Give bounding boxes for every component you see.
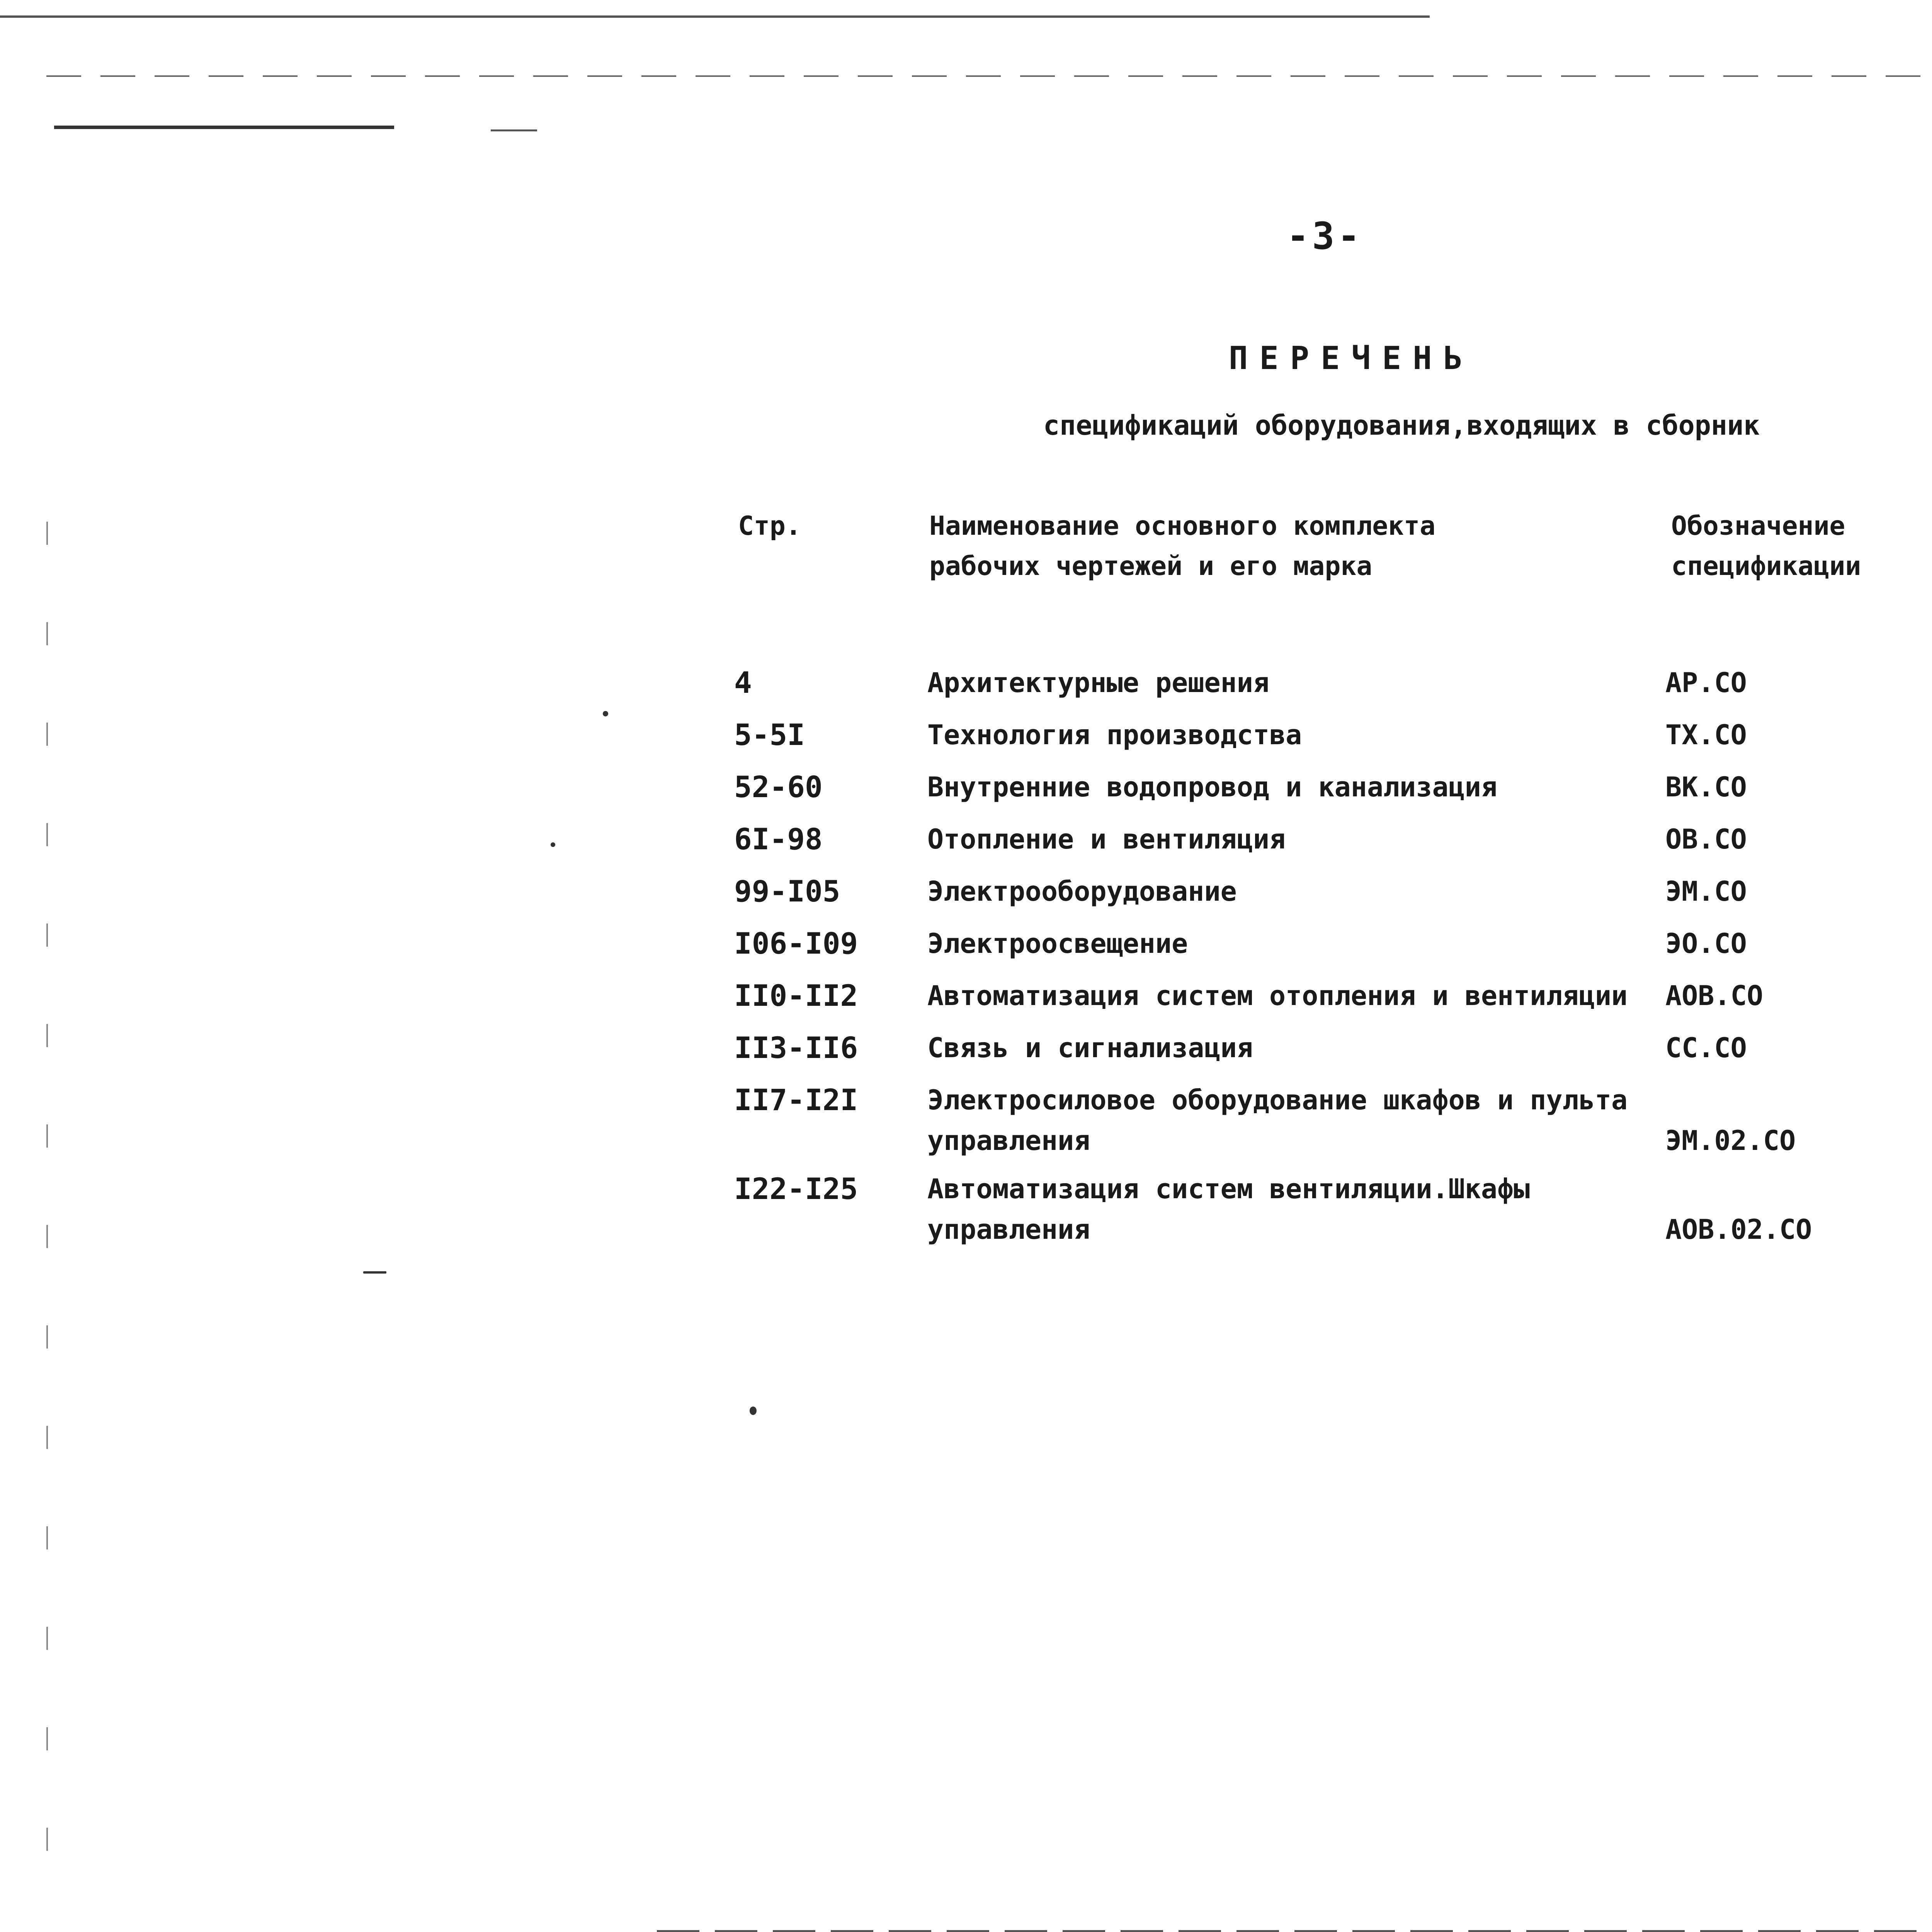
top-edge-line xyxy=(0,15,1430,18)
top-dashed-line xyxy=(46,75,1932,77)
row-name: Электрооборудование xyxy=(927,876,1237,907)
row-name: Внутренние водопровод и канализация xyxy=(927,771,1498,803)
row-pages: 5-5I xyxy=(734,718,805,752)
row-name: Автоматизация систем вентиляции.Шкафы xyxy=(927,1173,1530,1205)
row-pages: II7-I2I xyxy=(734,1083,858,1117)
header-code xyxy=(1671,506,1861,587)
top-left-mark-short xyxy=(491,129,537,131)
row-code: АОВ.СО xyxy=(1665,980,1763,1012)
row-name: Технология производства xyxy=(927,719,1302,751)
row-name: Отопление и вентиляция xyxy=(927,823,1286,855)
row-pages: I22-I25 xyxy=(734,1172,858,1206)
row-code: ЭМ.02.СО xyxy=(1665,1125,1796,1156)
row-code: СС.СО xyxy=(1665,1032,1747,1064)
row-code: АОВ.02.СО xyxy=(1665,1214,1812,1245)
top-left-mark xyxy=(54,126,394,129)
header-name-line1: Наименование основного комплекта xyxy=(929,511,1436,541)
header-pages xyxy=(738,506,801,546)
row-code: АР.СО xyxy=(1665,667,1747,699)
row-name-continued: управления xyxy=(927,1214,1090,1245)
row-name: Архитектурные решения xyxy=(927,667,1270,699)
header-name-line2: рабочих чертежей и его марка xyxy=(929,551,1372,582)
row-pages: 52-60 xyxy=(734,770,823,804)
header-code-line1: Обозначение xyxy=(1671,511,1845,541)
row-pages: I06-I09 xyxy=(734,926,858,961)
row-code: ЭО.СО xyxy=(1665,928,1747,959)
bottom-dashed-line xyxy=(657,1930,1932,1932)
speck xyxy=(750,1406,757,1415)
page-number: -3- xyxy=(1287,214,1363,258)
header-code-line2: спецификации xyxy=(1671,551,1861,582)
row-pages: 6I-98 xyxy=(734,822,823,856)
row-code: ЭМ.СО xyxy=(1665,876,1747,907)
row-pages: 99-I05 xyxy=(734,874,840,908)
row-name: Электросиловое оборудование шкафов и пульта xyxy=(927,1084,1628,1116)
header-name xyxy=(929,506,1435,587)
row-name-continued: управления xyxy=(927,1125,1090,1156)
row-name: Электроосвещение xyxy=(927,928,1188,959)
row-name: Автоматизация систем отопления и вентиляции xyxy=(927,980,1628,1012)
row-pages: II3-II6 xyxy=(734,1031,858,1065)
row-code: ВК.СО xyxy=(1665,771,1747,803)
speck xyxy=(363,1271,386,1274)
row-code: ОВ.СО xyxy=(1665,823,1747,855)
row-pages: II0-II2 xyxy=(734,978,858,1013)
table-row xyxy=(0,1169,1932,1250)
header-pages-label: Стр. xyxy=(738,511,801,541)
table-row xyxy=(0,1080,1932,1161)
document-subtitle: спецификаций оборудования,входящих в сборник xyxy=(1043,410,1760,441)
row-code: ТХ.СО xyxy=(1665,719,1747,751)
document-title: ПЕРЕЧЕНЬ xyxy=(1229,340,1474,377)
row-pages: 4 xyxy=(734,665,752,700)
row-name: Связь и сигнализация xyxy=(927,1032,1253,1064)
